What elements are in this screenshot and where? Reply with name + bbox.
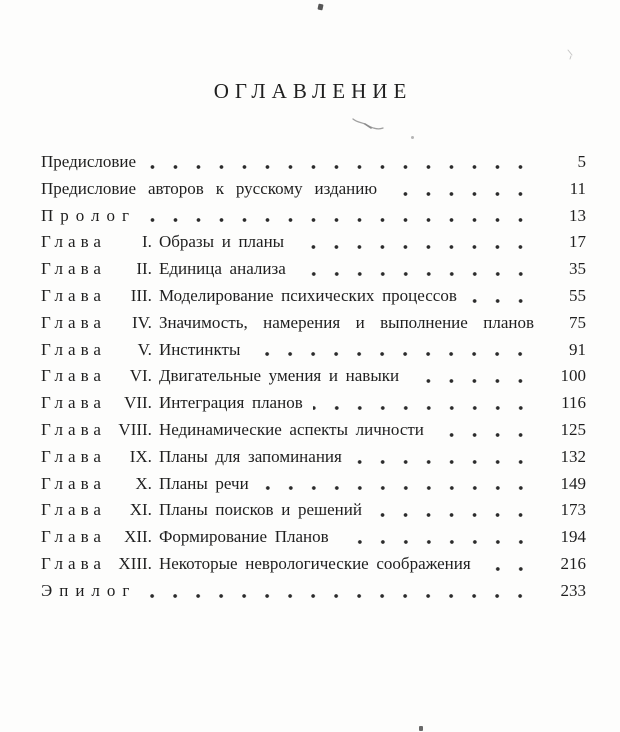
toc-entry-chapter-numeral: IV.: [131, 312, 152, 332]
toc-entry-label: Пролог: [41, 205, 137, 225]
toc-entry-page-number: 35: [569, 259, 586, 279]
toc-entry: [41, 524, 586, 551]
toc-entry-page-number: 132: [560, 446, 586, 466]
toc-entry-page-number: 194: [560, 527, 586, 547]
toc-entry: [41, 471, 586, 498]
toc-entry-label: Глава: [41, 285, 106, 305]
toc-entry-title: Планы речи: [158, 473, 249, 493]
scan-speck-bottom: [419, 726, 423, 731]
toc-entry-label: Глава: [41, 312, 106, 332]
toc-entry-chapter-numeral: III.: [130, 285, 152, 305]
toc-entry: [41, 256, 586, 283]
toc-entry-page-number: 17: [569, 232, 586, 252]
toc-entry-title: Моделирование психических процессов: [158, 285, 457, 305]
dot-leader: [339, 524, 534, 551]
toc-entry-page-number: 91: [569, 339, 586, 359]
toc-entry: [41, 203, 586, 230]
toc-entry: [41, 149, 586, 176]
toc-entry-label: Предисловие авторов к русскому изданию: [41, 178, 378, 198]
toc-entry-page-number: 116: [561, 393, 586, 413]
toc-entry-page-number: 100: [560, 366, 586, 386]
toc-entry-title: Значимость, намерения и выполнение планов: [158, 312, 534, 332]
toc-entry-chapter-numeral: V.: [137, 339, 152, 359]
toc-entry: [41, 176, 586, 203]
dot-leader: [296, 256, 534, 283]
dot-leader: [409, 363, 534, 390]
toc-entry-label: Глава: [41, 393, 106, 413]
toc-entry-title: Инстинкты: [158, 339, 241, 359]
toc-entry-page-number: 233: [560, 580, 586, 600]
toc-entry-chapter-numeral: XIII.: [118, 553, 152, 573]
toc-entry-title: Образы и планы: [158, 232, 285, 252]
scan-dot-faint: [411, 136, 414, 139]
dot-leader: [481, 551, 534, 578]
toc-entry-chapter-numeral: X.: [135, 473, 152, 493]
dot-leader: [146, 149, 534, 176]
toc-entry: [41, 337, 586, 364]
toc-entry-label: Глава: [41, 527, 106, 547]
toc-entry-page-number: 173: [560, 500, 586, 520]
toc-entry: [41, 283, 586, 310]
dot-leader: [372, 497, 534, 524]
toc-entry-chapter-numeral: IX.: [129, 446, 152, 466]
toc-entry-page-number: 5: [577, 152, 586, 171]
toc-entry: [41, 497, 586, 524]
toc-entry-chapter-numeral: VIII.: [118, 419, 152, 439]
toc-entry: [41, 578, 586, 605]
toc-entry-title: Планы поисков и решений: [158, 500, 362, 520]
page-title: ОГЛАВЛЕНИЕ: [213, 79, 413, 103]
toc-entry-chapter-numeral: II.: [136, 259, 152, 279]
dot-leader: [434, 417, 534, 444]
toc-entry-chapter-numeral: VI.: [129, 366, 152, 386]
toc-entry: [41, 390, 586, 417]
dot-leader: [313, 390, 534, 417]
toc-entry: [41, 444, 586, 471]
toc-entry-title: Интеграция планов: [158, 393, 303, 413]
toc-entry-label: Глава: [41, 553, 106, 573]
toc-entry-label: Глава: [41, 473, 106, 493]
toc-entry-label: Глава: [41, 366, 106, 386]
toc-entry-page-number: 75: [569, 312, 586, 332]
dot-leader: [146, 203, 534, 230]
toc-entry-label: Глава: [41, 232, 106, 252]
toc-entry-chapter-numeral: I.: [142, 232, 152, 252]
toc-entry-title: Некоторые неврологические соображения: [158, 553, 471, 573]
toc-entry-label: Глава: [41, 419, 106, 439]
toc-entry-page-number: 216: [560, 553, 586, 573]
scan-speck-right: [566, 48, 576, 60]
pencil-squiggle-mark: [351, 115, 387, 135]
dot-leader: [250, 337, 534, 364]
toc-entry-chapter-numeral: VII.: [124, 393, 152, 413]
dot-leader: [387, 176, 534, 203]
dot-leader: [146, 578, 534, 605]
dot-leader: [294, 229, 534, 256]
dot-leader: [467, 283, 534, 310]
toc-entry-label: Глава: [41, 446, 106, 466]
toc-entry: [41, 310, 586, 337]
scan-speck-top: [317, 4, 323, 11]
toc-entry-title: Нединамические аспекты личности: [158, 419, 424, 439]
toc-entry-title: Планы для запоминания: [158, 446, 342, 466]
toc-entry: [41, 229, 586, 256]
toc-entry-label: Эпилог: [41, 580, 137, 600]
toc-entry-title: Единица анализа: [158, 259, 286, 279]
toc-entry-chapter-numeral: XI.: [129, 500, 152, 520]
toc-entry-label: Предисловие: [41, 152, 137, 171]
toc-entry-label: Глава: [41, 500, 106, 520]
toc-entry-chapter-numeral: XII.: [124, 527, 152, 547]
toc-entry-page-number: 55: [569, 285, 586, 305]
dot-leader: [352, 444, 534, 471]
toc-entry-page-number: 149: [560, 473, 586, 493]
toc-entry-title: Двигательные умения и навыки: [158, 366, 400, 386]
toc-list: [41, 149, 586, 605]
toc-entry-title: Формирование Планов: [158, 527, 329, 547]
toc-entry: [41, 363, 586, 390]
toc-entry-page-number: 125: [560, 419, 586, 439]
toc-entry: [41, 417, 586, 444]
toc-entry-page-number: 11: [569, 178, 586, 198]
dot-leader: [259, 471, 534, 498]
toc-entry-label: Глава: [41, 259, 106, 279]
toc-entry-label: Глава: [41, 339, 106, 359]
toc-entry: [41, 551, 586, 578]
toc-entry-page-number: 13: [569, 205, 586, 225]
